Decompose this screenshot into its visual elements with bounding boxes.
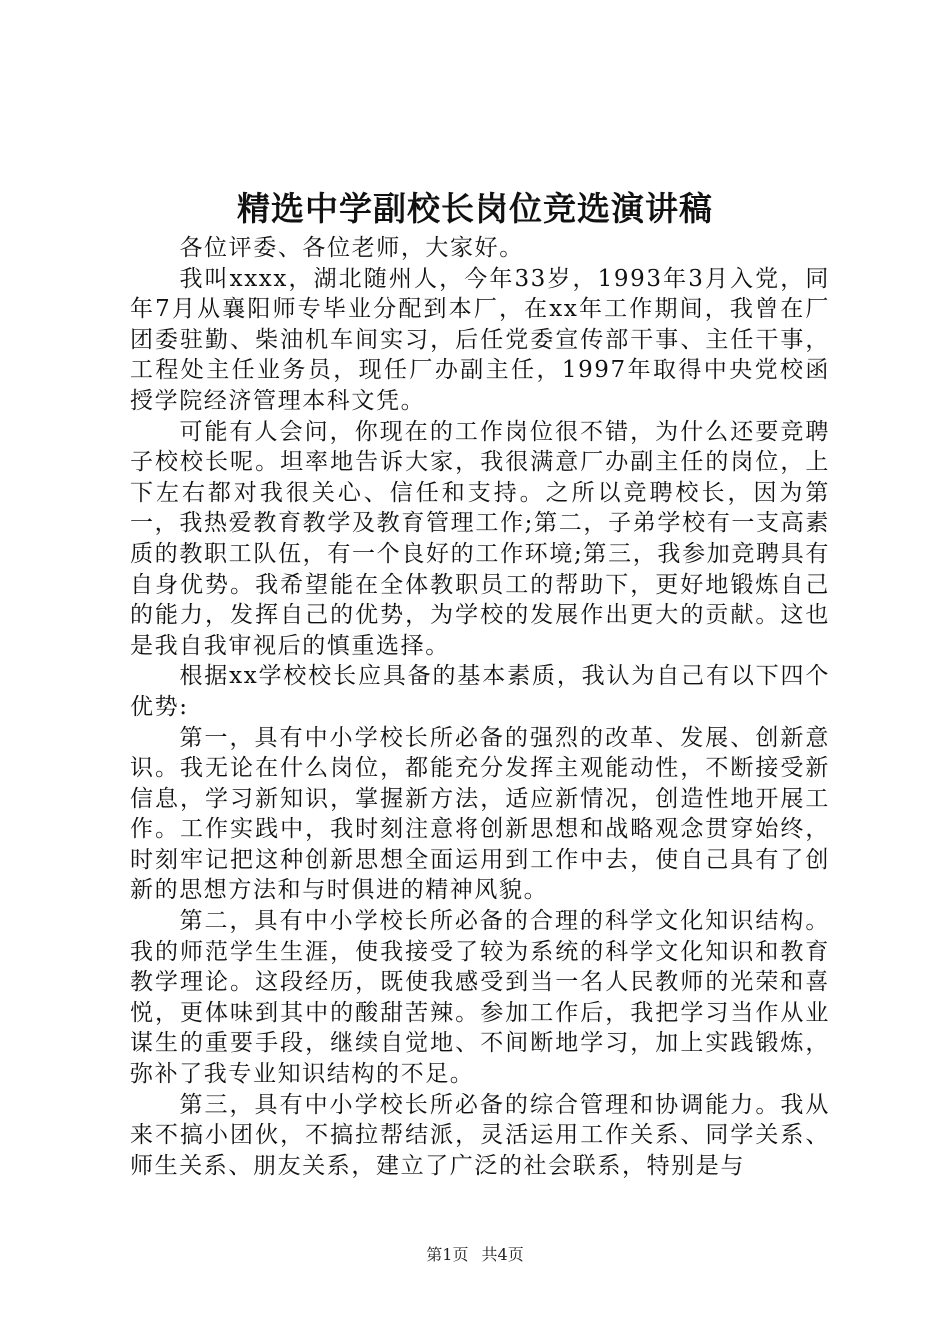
paragraph-advantages-intro: 根据xx学校校长应具备的基本素质，我认为自己有以下四个优势:	[130, 663, 830, 720]
paragraph-introduction: 我叫xxxx，湖北随州人，今年33岁，1993年3月入党，同年7月从襄阳师专毕业分配到本厂，在xx年工作期间，我曾在厂团委驻勤、柴油机车间实习，后任党委宣传部干事、主任干事，工程处主任业务员，现任厂办副主任，1997年取得中央党校函授学院经济管理本科文凭。	[130, 265, 830, 414]
page-number: 第1页	[426, 1245, 469, 1264]
paragraph-advantage-three: 第三，具有中小学校长所必备的综合管理和协调能力。我从来不搞小团伙，不搞拉帮结派，灵活运用工作关系、同学关系、师生关系、朋友关系，建立了广泛的社会联系，特别是与	[130, 1091, 830, 1179]
paragraph-advantage-two: 第二，具有中小学校长所必备的合理的科学文化知识结构。我的师范学生生涯，使我接受了较为系统的科学文化知识和教育教学理论。这段经历，既使我感受到当一名人民教师的光荣和喜悦，更体味到其中的酸甜苦辣。参加工作后，我把学习当作从业谋生的重要手段，继续自觉地、不间断地学习，加上实践锻炼，弥补了我专业知识结构的不足。	[130, 908, 830, 1088]
paragraph-advantage-one: 第一，具有中小学校长所必备的强烈的改革、发展、创新意识。我无论在什么岗位，都能充分发挥主观能动性，不断接受新信息，学习新知识，掌握新方法，适应新情况，创造性地开展工作。工作实践中，我时刻注意将创新思想和战略观念贯穿始终，时刻牢记把这种创新思想全面运用到工作中去，使自己具有了创新的思想方法和与时俱进的精神风貌。	[130, 724, 830, 904]
paragraph-motivation: 可能有人会问，你现在的工作岗位很不错，为什么还要竞聘子校校长呢。坦率地告诉大家，我很满意厂办副主任的岗位，上下左右都对我很关心、信任和支持。之所以竞聘校长，因为第一，我热爱教育教学及教育管理工作;第二，子弟学校有一支高素质的教职工队伍，有一个良好的工作环境;第三，我参加竞聘具有自身优势。我希望能在全体教职员工的帮助下，更好地锻炼自己的能力，发挥自己的优势，为学校的发展作出更大的贡献。这也是我自我审视后的慎重选择。	[130, 418, 830, 659]
paragraph-greeting: 各位评委、各位老师，大家好。	[179, 235, 524, 261]
document-body	[130, 233, 830, 1181]
page-total: 共4页	[481, 1245, 524, 1264]
page-footer	[0, 1244, 950, 1266]
document-title: 精选中学副校长岗位竞选演讲稿	[237, 189, 713, 228]
